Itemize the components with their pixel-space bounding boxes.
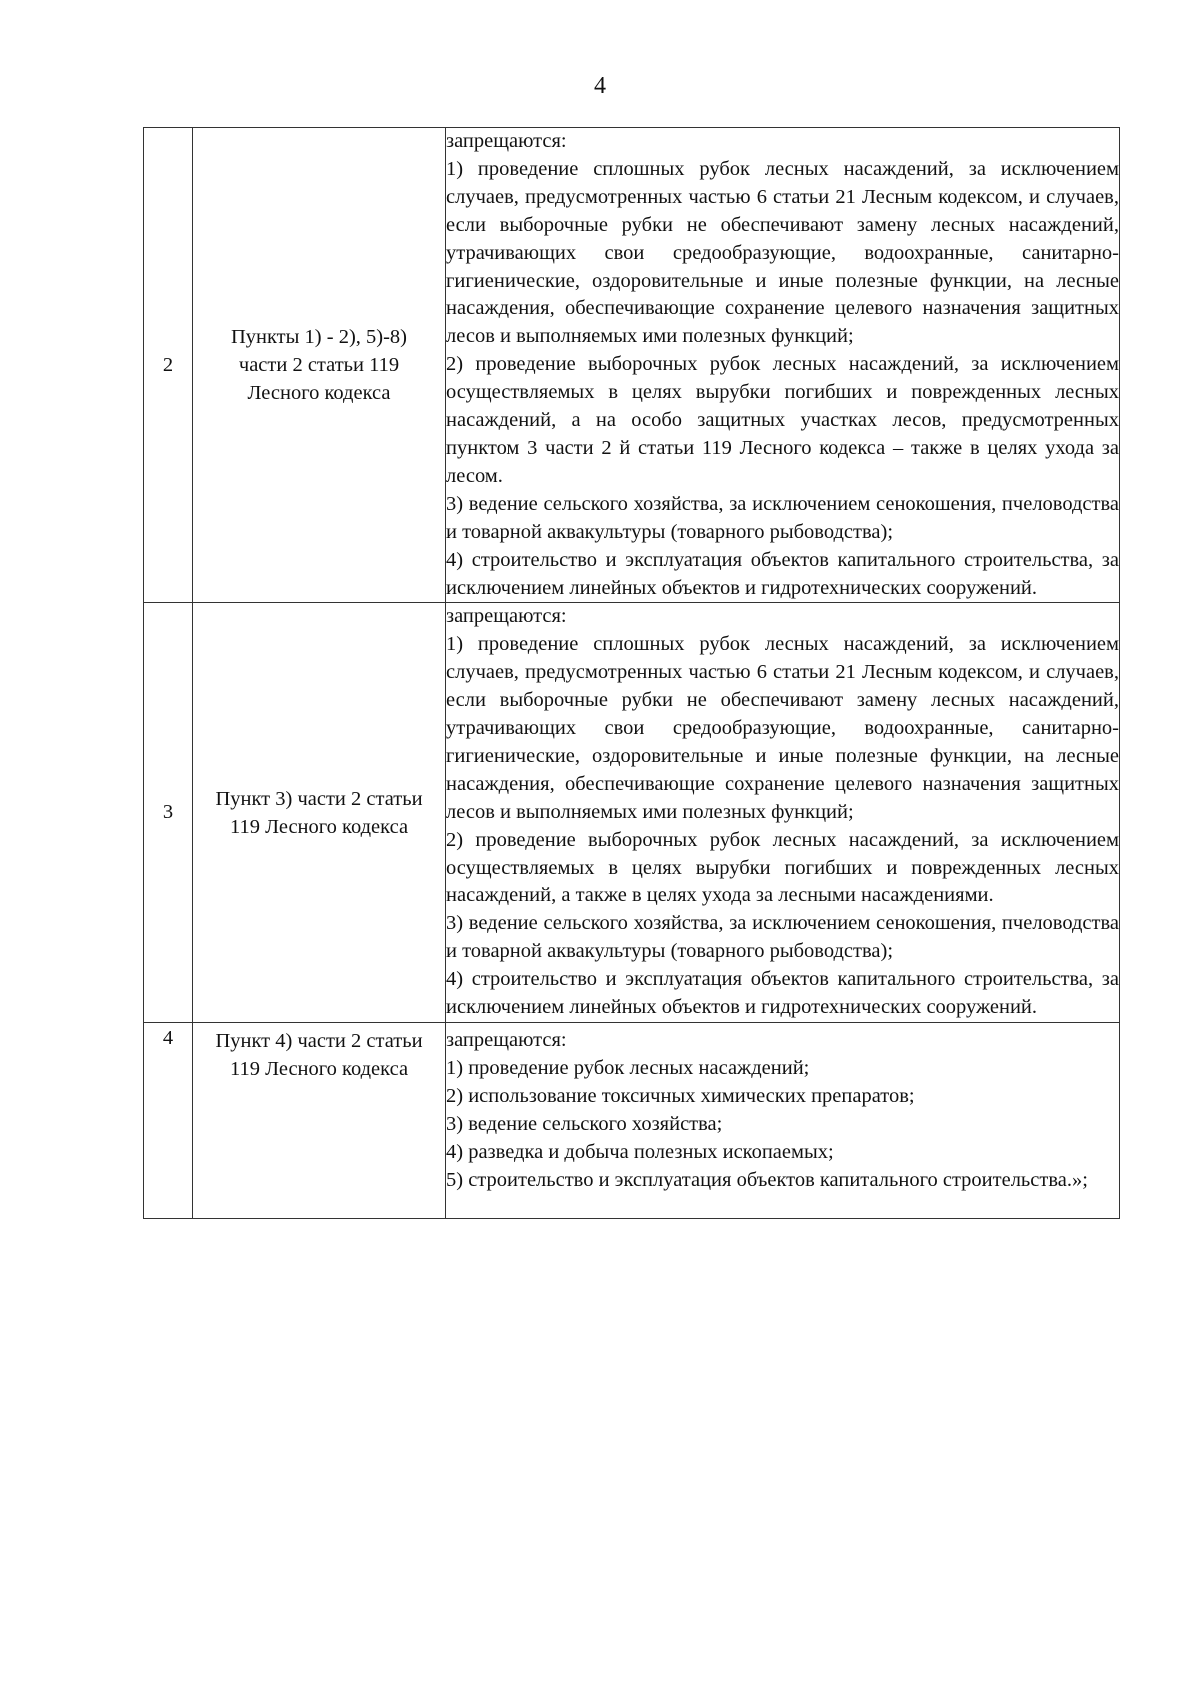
restriction-item: 1) проведение сплошных рубок лесных насаждений, за исключением случаев, предусмотренных частью 6 статьи 21 Лесным кодексом, и случаев, если выборочные рубки не обеспечивают замену лесных насаждений, утрачивающих свои средообразующие, водоохранные, санитарно-гигиенические, оздоровительные и иные полезные функции, на лесные насаждения, обеспечивающие сохранение целевого назначения защитных лесов и выполняемых ими полезных функций; [446,633,1119,823]
restriction-item: 5) строительство и эксплуатация объектов капитального строительства.»; [446,1168,1088,1191]
restriction-item: 3) ведение сельского хозяйства; [446,1112,723,1135]
restrictions-text [446,1023,1120,1219]
restrictions-text [446,603,1120,1023]
restriction-item: 1) проведение рубок лесных насаждений; [446,1056,810,1079]
restriction-item: 2) проведение выборочных рубок лесных насаждений, за исключением осуществляемых в целях вырубки погибших и поврежденных лесных насаждений, а на особо защитных участках лесов, предусмотренных пунктом 3 части 2 й статьи 119 Лесного кодекса – также в целях ухода за лесом. [446,353,1119,487]
restriction-item: 4) разведка и добыча полезных ископаемых; [446,1140,834,1163]
legal-reference [193,128,446,603]
legal-table [143,127,1120,1219]
restrictions-heading: запрещаются: [446,1029,567,1051]
table-row-2 [144,128,1120,603]
restriction-item: 1) проведение сплошных рубок лесных насаждений, за исключением случаев, предусмотренных частью 6 статьи 21 Лесным кодексом, и случаев, если выборочные рубки не обеспечивают замену лесных насаждений, утрачивающих свои средообразующие, водоохранные, санитарно-гигиенические, оздоровительные и иные полезные функции, на лесные насаждения, обеспечивающие сохранение целевого назначения защитных лесов и выполняемых ими полезных функций; [446,157,1119,348]
restriction-item: 4) строительство и эксплуатация объектов капитального строительства, за исключением линейных объектов и гидротехнических сооружений. [446,968,1119,1019]
row-number: 3 [144,603,193,1023]
row-number: 4 [144,1023,193,1219]
legal-reference-line: части 2 статьи 119 [238,354,400,377]
restrictions-text [446,128,1120,603]
legal-reference [193,1023,446,1219]
legal-reference-line: Пункт 3) части 2 статьи [215,787,423,810]
legal-reference-line: 119 Лесного кодекса [229,815,409,838]
legal-reference-line: Лесного кодекса [247,382,391,405]
legal-reference-line: Пункты 1) - 2), 5)-8) [230,326,408,349]
legal-reference-line: 119 Лесного кодекса [229,1058,409,1080]
legal-reference-line: Пункт 4) части 2 статьи [215,1030,423,1052]
restriction-item: 3) ведение сельского хозяйства, за исключением сенокошения, пчеловодства и товарной аквакультуры (товарного рыбоводства); [446,492,1119,543]
restriction-item: 4) строительство и эксплуатация объектов капитального строительства, за исключением линейных объектов и гидротехнических сооружений. [446,548,1119,599]
restriction-item: 2) проведение выборочных рубок лесных насаждений, за исключением осуществляемых в целях вырубки погибших и поврежденных лесных насаждений, а также в целях ухода за лесными насаждениями. [446,828,1119,907]
restrictions-heading: запрещаются: [446,605,567,628]
legal-reference [193,603,446,1023]
page-number: 4 [594,73,606,99]
restrictions-heading: запрещаются: [446,130,567,152]
table-row-4 [144,1023,1120,1219]
restriction-item: 3) ведение сельского хозяйства, за исключением сенокошения, пчеловодства и товарной аквакультуры (товарного рыбоводства); [446,912,1119,963]
row-number: 2 [144,128,193,603]
table-row-3 [144,603,1120,1023]
restriction-item: 2) использование токсичных химических препаратов; [446,1084,915,1107]
